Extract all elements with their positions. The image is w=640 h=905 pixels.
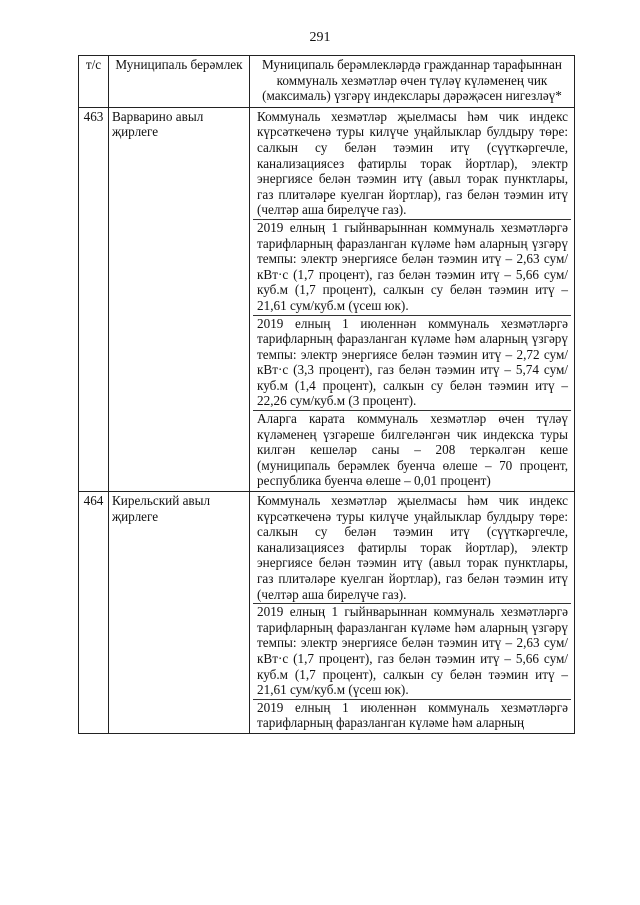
justification-cell [250, 107, 575, 491]
population-paragraph: Аларга карата коммуналь хезмәтләр өчен түләү күләменең үзгәреше билгеләнгән чик индекска туры килгән кешеләр саны – 208 теркәлгән кеше (муниципаль берәмлек буенча өлеше – 70 процент, республика буенча өлеше – 0,01 процент) [253, 410, 571, 490]
row-number: 463 [79, 107, 109, 491]
header-justification: Муниципаль берәмлекләрдә гражданнар тарафыннан коммуналь хезмәтләр өчен түләү күләменең чик (максималь) үзгәрү индекслары дәрәҗәсен нигезләү* [250, 56, 575, 108]
tariff-july-paragraph: 2019 елның 1 июленнән коммуналь хезмәтләргә тарифларның фаразланган күләме һәм аларның [253, 699, 571, 732]
tariff-january-paragraph: 2019 елның 1 гыйнварыннан коммуналь хезмәтләргә тарифларның фаразланган күләме һәм аларның үзгәрү темпы: электр энергиясе белән тәэмин итү – 2,63 сум/кВт·с (1,7 процент), газ белән тәэмин итү – 5,66 сум/куб.м (1,7 процент), салкын су белән тәэмин итү – 21,61 сум/куб.м (үсеш юк). [253, 219, 571, 315]
row-number: 464 [79, 492, 109, 734]
municipality-name: Кирельский авыл җирлеге [109, 492, 250, 734]
page-number: 291 [309, 30, 331, 45]
municipality-name: Варварино авыл җирлеге [109, 107, 250, 491]
services-paragraph: Коммуналь хезмәтләр җыелмасы һәм чик индекс күрсәткеченә туры килүче уңайлыклар булдыру төре: салкын су белән тәэмин итү (сүүткәргечле, канализациясез фатирлы торак йортлар), электр энергиясе белән тәэмин итү (авыл торак пунктлары, газ плитәләре куелган йортлар), газ белән тәэмин итү (челтәр аша бирелүче газ). [257, 108, 568, 218]
justification-cell [250, 492, 575, 734]
header-number: т/с [79, 56, 109, 108]
table-header-row [79, 56, 575, 108]
services-paragraph: Коммуналь хезмәтләр җыелмасы һәм чик индекс күрсәткеченә туры килүче уңайлыклар булдыру төре: салкын су белән тәэмин итү (сүүткәргечле, канализациясез фатирлы торак йортлар), электр энергиясе белән тәэмин итү (авыл торак пунктлары, газ плитәләре куелган йортлар), газ белән тәэмин итү (челтәр аша бирелүче газ). [257, 493, 568, 602]
table-row [79, 107, 575, 491]
header-municipality: Муниципаль берәмлек [109, 56, 250, 108]
tariff-july-paragraph: 2019 елның 1 июленнән коммуналь хезмәтләргә тарифларның фаразланган күләме һәм аларның үзгәрү темпы: электр энергиясе белән тәэмин итү – 2,72 сум/кВт·с (3,3 процент), газ белән тәэмин итү – 5,74 сум/куб.м (1,4 процент), салкын су белән тәэмин итү – 22,26 сум/куб.м (3 процент). [253, 315, 571, 411]
tariff-january-paragraph: 2019 елның 1 гыйнварыннан коммуналь хезмәтләргә тарифларның фаразланган күләме һәм аларның үзгәрү темпы: электр энергиясе белән тәэмин итү – 2,63 сум/кВт·с (1,7 процент), газ белән тәэмин итү – 5,66 сум/куб.м (1,7 процент), салкын су белән тәэмин итү – 21,61 сум/куб.м (үсеш юк). [253, 603, 571, 699]
tariff-table [78, 55, 575, 734]
table-row [79, 492, 575, 734]
